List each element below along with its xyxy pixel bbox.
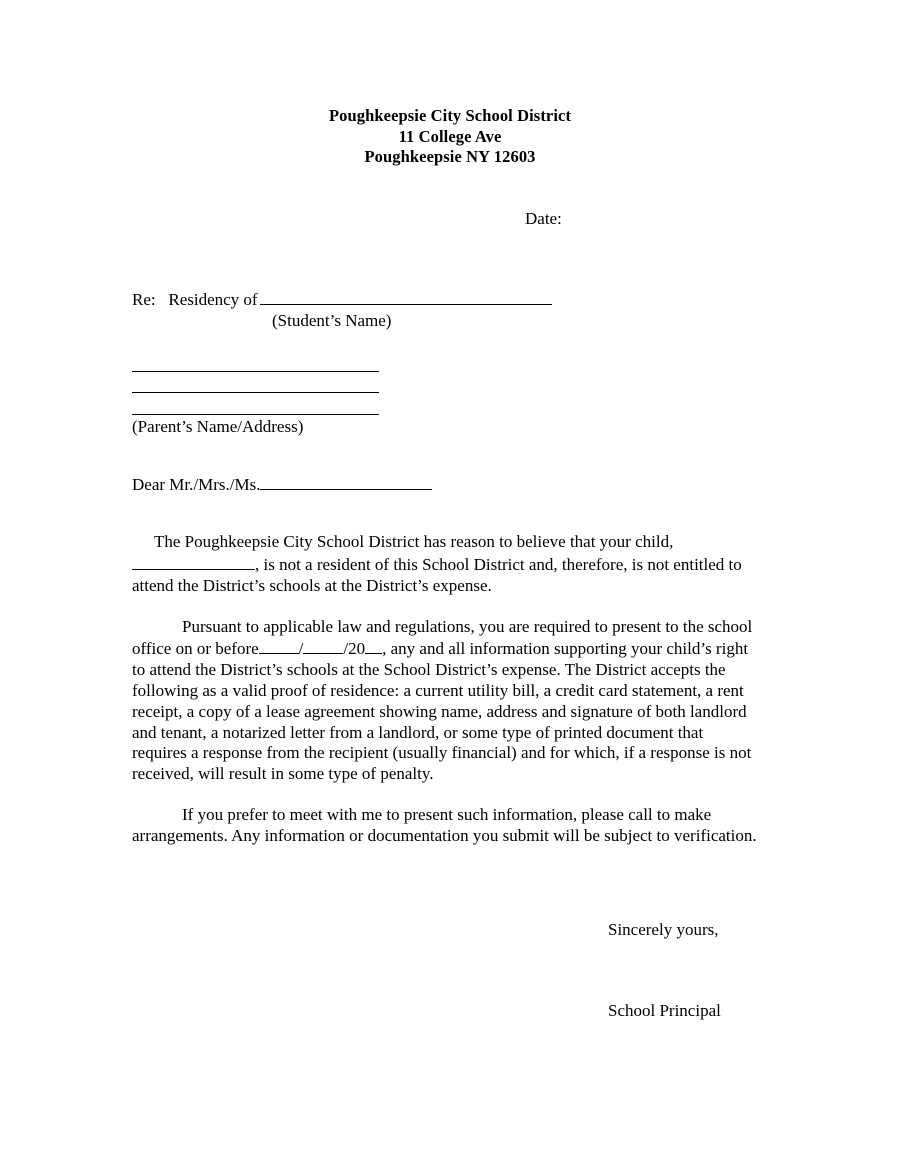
deadline-year-field[interactable] [365,637,382,654]
paragraph-1-text-part-1: The Poughkeepsie City School District has reason to believe that your child, [154,532,674,551]
parent-address-block [132,350,532,437]
re-subject-line [132,288,812,310]
letterhead-line-district: Poughkeepsie City School District [328,106,572,125]
child-name-field[interactable] [132,553,255,570]
closing-valediction: Sincerely yours, [608,920,719,939]
parent-address-field-2[interactable] [132,372,379,394]
deadline-day-field[interactable] [303,637,343,654]
student-name-field[interactable] [260,288,552,305]
closing-signature-title: School Principal [608,1001,721,1020]
letterhead [0,106,900,168]
body-paragraph-1 [132,532,762,597]
recipient-name-field[interactable] [260,473,432,490]
salutation-label: Dear Mr./Mrs./Ms. [132,475,261,495]
date-line [525,208,562,229]
body-paragraph-3: If you prefer to meet with me to present such information, please call to make arrangements. Any information or documentation you submit will be subject to verification. [132,805,757,845]
letter-body [132,532,762,867]
re-block [132,288,812,331]
paragraph-1-text-part-2: , is not a resident of this School District and, therefore, is not entitled to attend the District’s schools at the District’s expense. [132,554,742,595]
deadline-slash-2: /20 [343,639,366,659]
deadline-slash-1: / [298,639,304,659]
student-name-caption: (Student’s Name) [272,311,392,331]
letterhead-line-city-state-zip: Poughkeepsie NY 12603 [364,147,536,166]
paragraph-2-text-part-1: Pursuant to applicable law and regulations, you are required to present to the school office on or before [132,616,753,659]
date-label: Date: [525,209,562,228]
paragraph-2-text-part-2: , any and all information supporting your child’s right to attend the District’s schools at the School District’s expense. The District accepts the following as a valid proof of residence: a current utility bill, a credit card statement, a rent receipt, a copy of a lease agreement showing name, address and signature of both landlord and tenant, a notarized letter from a landlord, or some type of printed document that requires a response from the recipient (usually financial) and for which, if a response is not received, will result in some type of penalty. [132,639,752,784]
salutation-line [132,473,432,495]
parent-address-caption: (Parent’s Name/Address) [132,416,304,436]
re-label: Re: Residency of [132,290,258,310]
deadline-month-field[interactable] [259,637,299,654]
parent-address-field-1[interactable] [132,350,379,372]
letterhead-line-street: 11 College Ave [398,126,502,146]
body-paragraph-2 [132,617,762,786]
parent-address-field-3[interactable] [132,393,379,415]
